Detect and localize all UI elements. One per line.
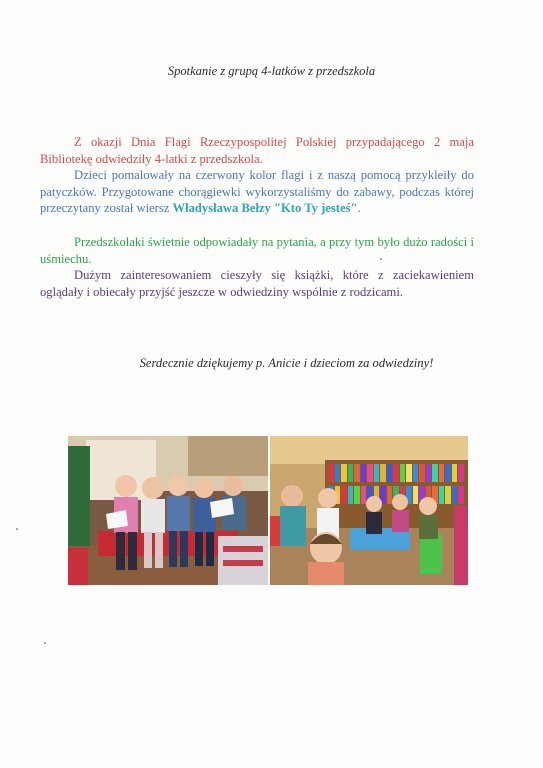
paragraph-questions bbox=[40, 234, 474, 267]
photo-children-on-couch-image bbox=[68, 436, 268, 585]
scan-speck bbox=[16, 528, 18, 530]
closing-thanks: Serdecznie dziękujemy p. Anicie i dzieciom za odwiedziny! bbox=[139, 356, 434, 370]
paragraph-flag-day bbox=[40, 134, 474, 167]
paragraph-flags-text: Dzieci pomalowały na czerwony kolor flagi i z naszą pomocą przykleiły do patyczków. Przygotowane chorągiewki wykorzystaliśmy do zabawy, podczas której przeczytany został wiersz bbox=[40, 168, 474, 215]
paragraph-flags-end: . bbox=[357, 201, 361, 215]
paragraph-books-text: Dużym zainteresowaniem cieszyły się książki, które z zaciekawieniem oglądały i obiecały przyjść jeszcze w odwiedziny wspólnie z rodzicami. bbox=[40, 268, 474, 299]
scan-speck bbox=[380, 258, 382, 260]
scan-speck bbox=[44, 642, 46, 644]
page-title: Spotkanie z grupą 4-latków z przedszkola bbox=[167, 64, 376, 78]
paragraph-flag-day-text: Z okazji Dnia Flagi Rzeczypospolitej Polskiej przypadającego 2 maja Bibliotekę odwiedziły 4-latki z przedszkola. bbox=[40, 135, 474, 166]
photo-children-in-library-image bbox=[270, 436, 468, 585]
paragraph-questions-text: Przedszkolaki świetnie odpowiadały na pytania, a przy tym było dużo radości i uśmiechu. bbox=[40, 235, 474, 266]
photo-children-in-library bbox=[270, 436, 468, 585]
paragraph-flags-activity bbox=[40, 167, 474, 217]
photo-children-on-couch bbox=[68, 436, 268, 585]
paragraph-books bbox=[40, 267, 474, 300]
poem-title: "Kto Ty jesteś" bbox=[274, 201, 358, 215]
poem-author: Władysława Bełzy bbox=[172, 201, 271, 215]
